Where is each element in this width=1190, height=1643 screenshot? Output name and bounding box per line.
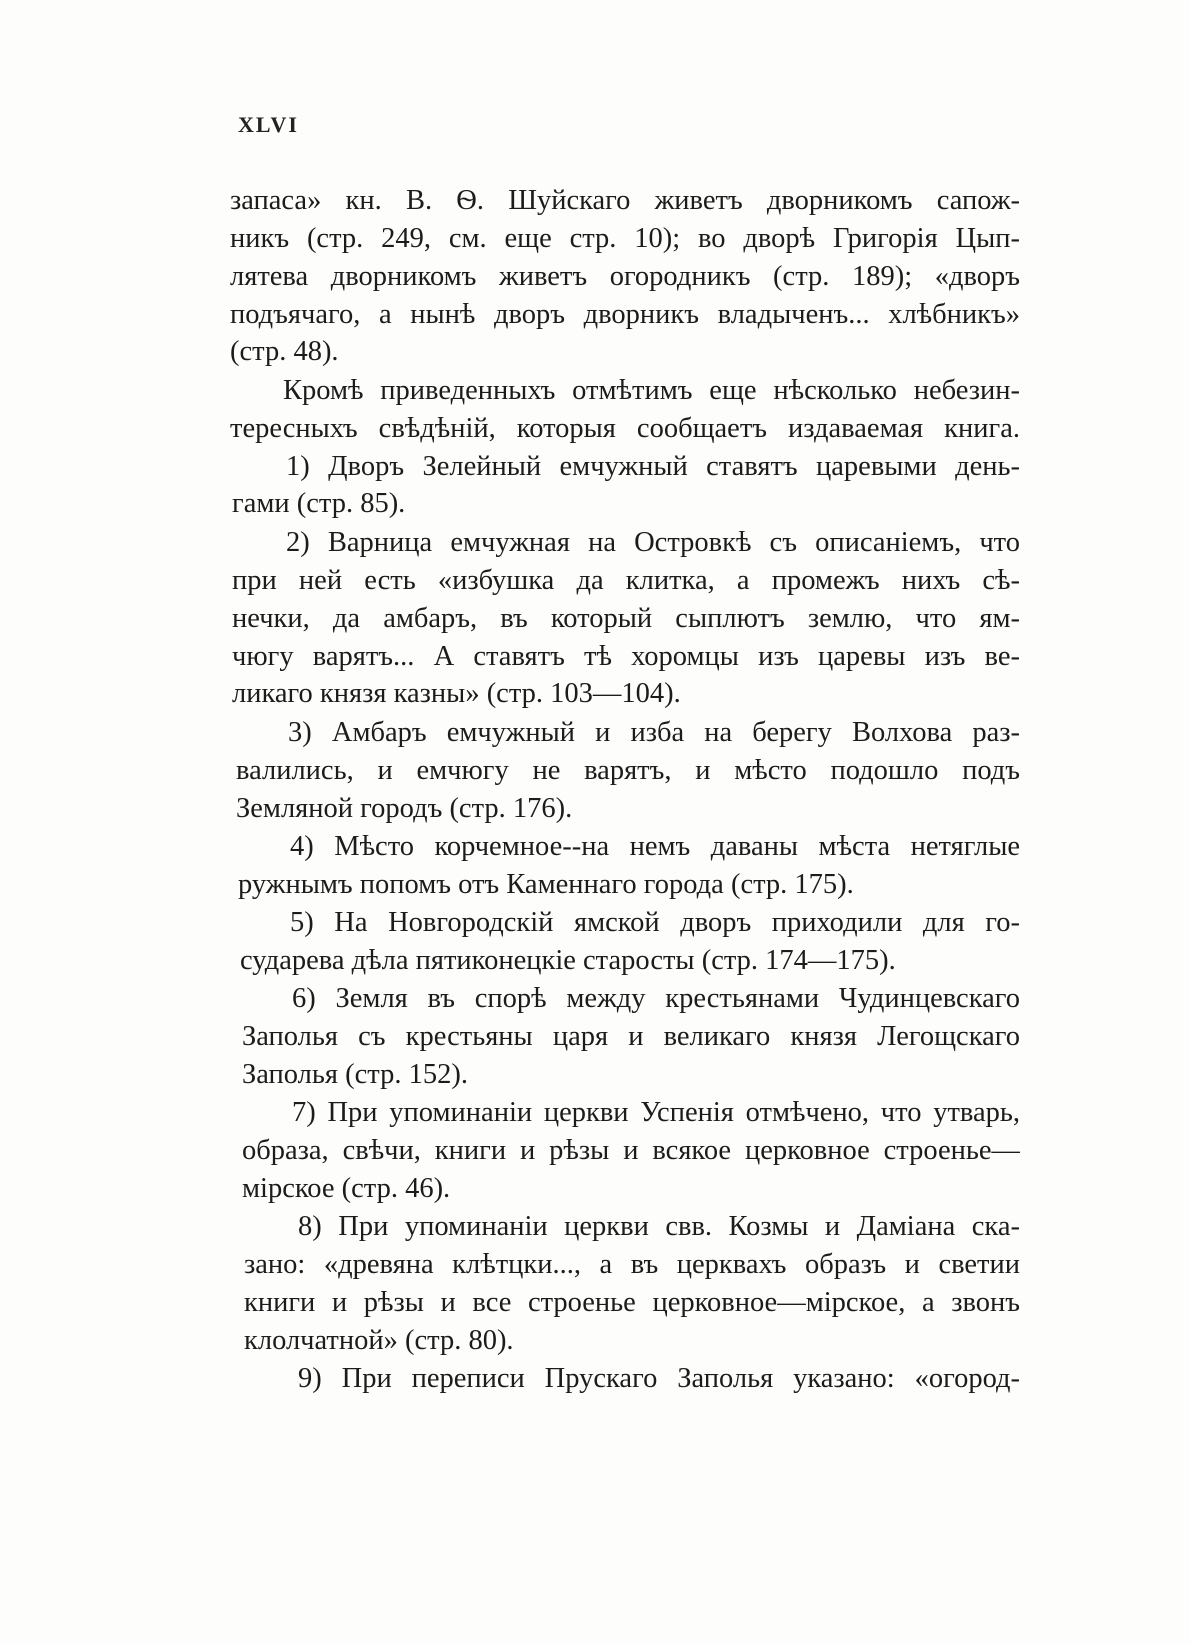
text-line: чюгу варятъ... А ставятъ тѣ хоромцы изъ царевы изъ ве- [232,641,1020,672]
text-line: ликаго князя казны» (стр. 103—104). [232,678,681,709]
text-line: сударева дѣла пятиконецкіе старосты (стр. 174—175). [240,945,896,976]
text-line: при ней есть «избушка да клитка, а промежъ нихъ сѣ- [232,565,1020,596]
text-line: (стр. 48). [230,336,339,367]
text-line: подъячаго, а нынѣ дворъ дворникъ владыченъ... хлѣбникъ» [230,299,1020,330]
text-line: 1) Дворъ Зелейный емчужный ставятъ царевыми день- [286,451,1020,482]
text-line: 7) При упоминаніи церкви Успенія отмѣчено, что утварь, [292,1097,1020,1128]
text-line: валились, и емчюгу не варятъ, и мѣсто подошло подъ [236,755,1020,786]
text-line: Заполья (стр. 152). [242,1059,468,1090]
text-line: Земляной городъ (стр. 176). [236,793,573,824]
page-number: XLVI [238,112,299,137]
text-line: клолчатной» (стр. 80). [244,1325,514,1356]
text-line: книги и рѣзы и все строенье церковное—мірское, а звонъ [244,1287,1020,1318]
text-line: 4) Мѣсто корчемное--на немъ даваны мѣста нетяглые [290,831,1020,862]
text-line: нечки, да амбаръ, въ который сыплютъ землю, что ям- [232,603,1020,634]
text-line: никъ (стр. 249, см. еще стр. 10); во дворѣ Григорія Цып- [230,223,1020,254]
text-line: запаса» кн. В. Ѳ. Шуйскаго живетъ дворникомъ сапож- [230,185,1020,216]
text-line: 5) На Новгородскій ямской дворъ приходили для го- [290,907,1020,938]
text-line: тересныхъ свѣдѣній, которыя сообщаетъ издаваемая книга. [230,413,1020,444]
text-line: 3) Амбаръ емчужный и изба на берегу Волхова раз- [288,717,1020,748]
text-line: ружнымъ попомъ отъ Каменнаго города (стр. 175). [238,869,854,900]
text-line: Кромѣ приведенныхъ отмѣтимъ еще нѣсколько небезин- [283,375,1020,406]
text-line: Заполья съ крестьяны царя и великаго князя Легощскаго [242,1021,1020,1052]
text-line: зано: «древяна клѣтцки..., а въ церквахъ образъ и светии [244,1249,1020,1280]
text-line: образа, свѣчи, книги и рѣзы и всякое церковное строенье— [242,1135,1020,1166]
text-line: 8) При упоминаніи церкви свв. Козмы и Даміана ска- [298,1211,1020,1242]
text-line: 2) Варница емчужная на Островкѣ съ описаніемъ, что [286,527,1020,558]
text-line: гами (стр. 85). [232,488,406,519]
text-line: мірское (стр. 46). [242,1173,451,1204]
text-line: лятева дворникомъ живетъ огородникъ (стр. 189); «дворъ [230,261,1020,292]
text-line: 9) При переписи Прускаго Заполья указано: «огород- [298,1363,1020,1394]
text-line: 6) Земля въ спорѣ между крестьянами Чудинцевскаго [292,983,1020,1014]
